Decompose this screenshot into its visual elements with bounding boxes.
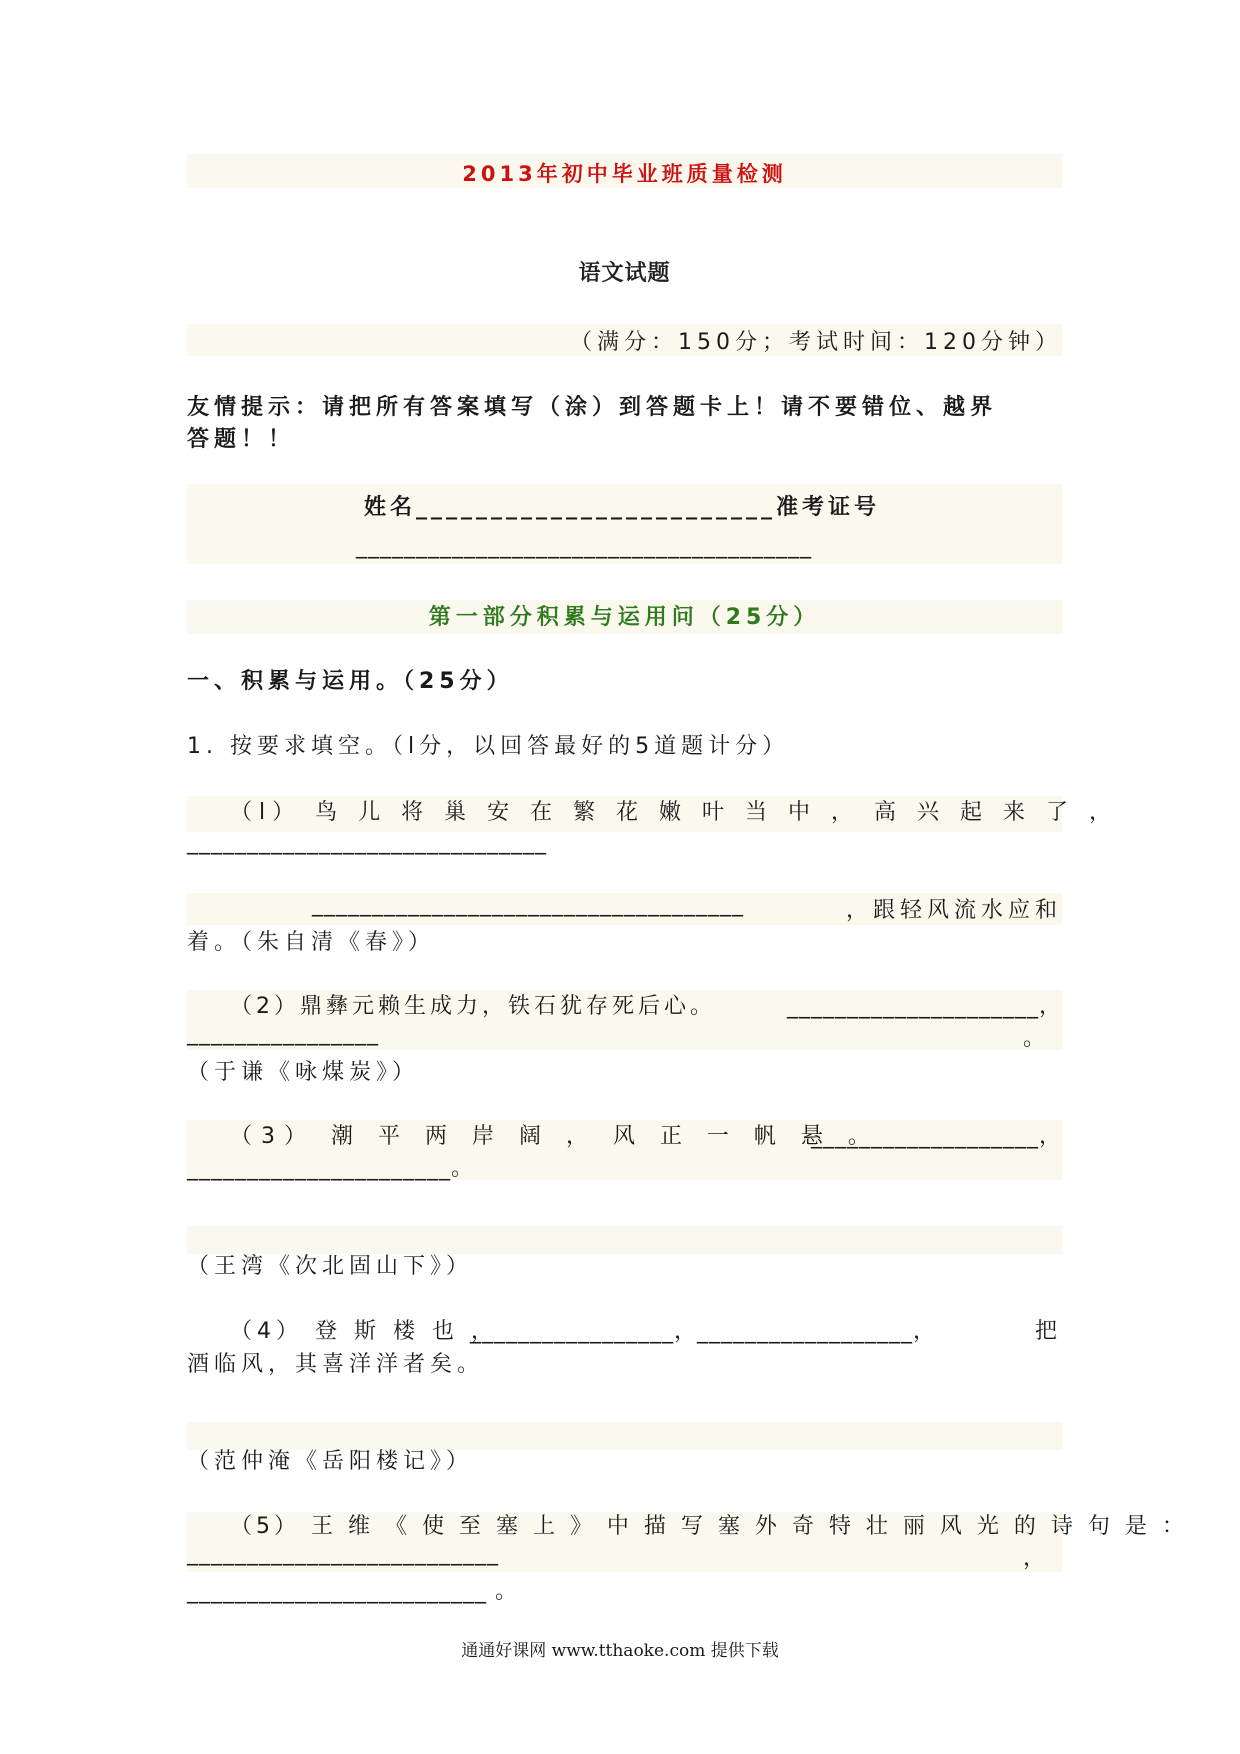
item4-line-1-blank: _________________，__________________， (470, 1319, 937, 1344)
candidate-name-field: 姓名________________________准考证号 (364, 495, 881, 520)
item4-line-1-end: 把 (1034, 1319, 1062, 1344)
score-time: （满分：150分；考试时间：120分钟） (570, 330, 1062, 355)
item2-line-1-blank: _____________________， (786, 994, 1062, 1019)
item3-line-1-blank: ___________________， (810, 1124, 1062, 1149)
item2-line-2-end: 。 (1022, 1026, 1050, 1051)
item5-line-3: _________________________ 。 (187, 1579, 518, 1604)
item5-line-1: （5） 王 维 《 使 至 塞 上 》 中 描 写 塞 外 奇 特 壮 丽 风 光 的 诗 句 是 ： (230, 1514, 1188, 1539)
item5-line-2-end: ， (1022, 1546, 1050, 1571)
item2-line-1-text: （2）鼎彝元赖生成力，铁石犹存死后心。 (230, 994, 716, 1019)
item3-line-1-text: （3） 潮 平 两 岸 阔 ， 风 正 一 帆 悬 。 (230, 1124, 879, 1149)
part1-title: 第一部分积累与运用问（25分） (428, 605, 821, 630)
subject-title: 语文试题 (578, 261, 671, 286)
item2-line-2-blank: ________________ (187, 1021, 379, 1046)
item3-source: （王湾《次北固山下》） (187, 1254, 474, 1279)
item4-line-2: 酒临风，其喜洋洋者矣。 (187, 1352, 485, 1377)
notice-line-1: 友情提示：请把所有答案填写（涂）到答题卡上！请不要错位、越界 (187, 395, 998, 420)
item1-line-4: 着。（朱自清《春》） (187, 930, 436, 955)
item4-line-1-text: （4） 登 斯 楼 也 ， (230, 1319, 498, 1344)
item5-line-2-blank: __________________________ (187, 1541, 499, 1566)
candidate-id-blank: ______________________________________ (356, 534, 812, 559)
notice-line-2: 答题！！ (187, 427, 296, 452)
question-1-instruction: 1. 按要求填空。（l分，以回答最好的5道题计分） (187, 734, 790, 759)
item1-line-2: ______________________________ (187, 830, 547, 855)
item1-line-3-text: ，跟轻风流水应和 (845, 898, 1062, 923)
section-title: 一、积累与运用。（25分） (187, 669, 514, 694)
item1-line-3-blank: ____________________________________ (312, 892, 744, 917)
item3-line-2: ______________________。 (187, 1156, 475, 1181)
item2-line-3: （于谦《咏煤炭》） (187, 1060, 420, 1085)
footer-source: 通通好课网 www.tthaoke.com 提供下载 (461, 1641, 779, 1661)
item4-source: （范仲淹《岳阳楼记》） (187, 1449, 474, 1474)
item1-line-1: （l） 鸟 儿 将 巢 安 在 繁 花 嫩 叶 当 中 ， 高 兴 起 来 了 ， (230, 800, 1118, 825)
exam-title: 2013年初中毕业班质量检测 (462, 162, 787, 186)
